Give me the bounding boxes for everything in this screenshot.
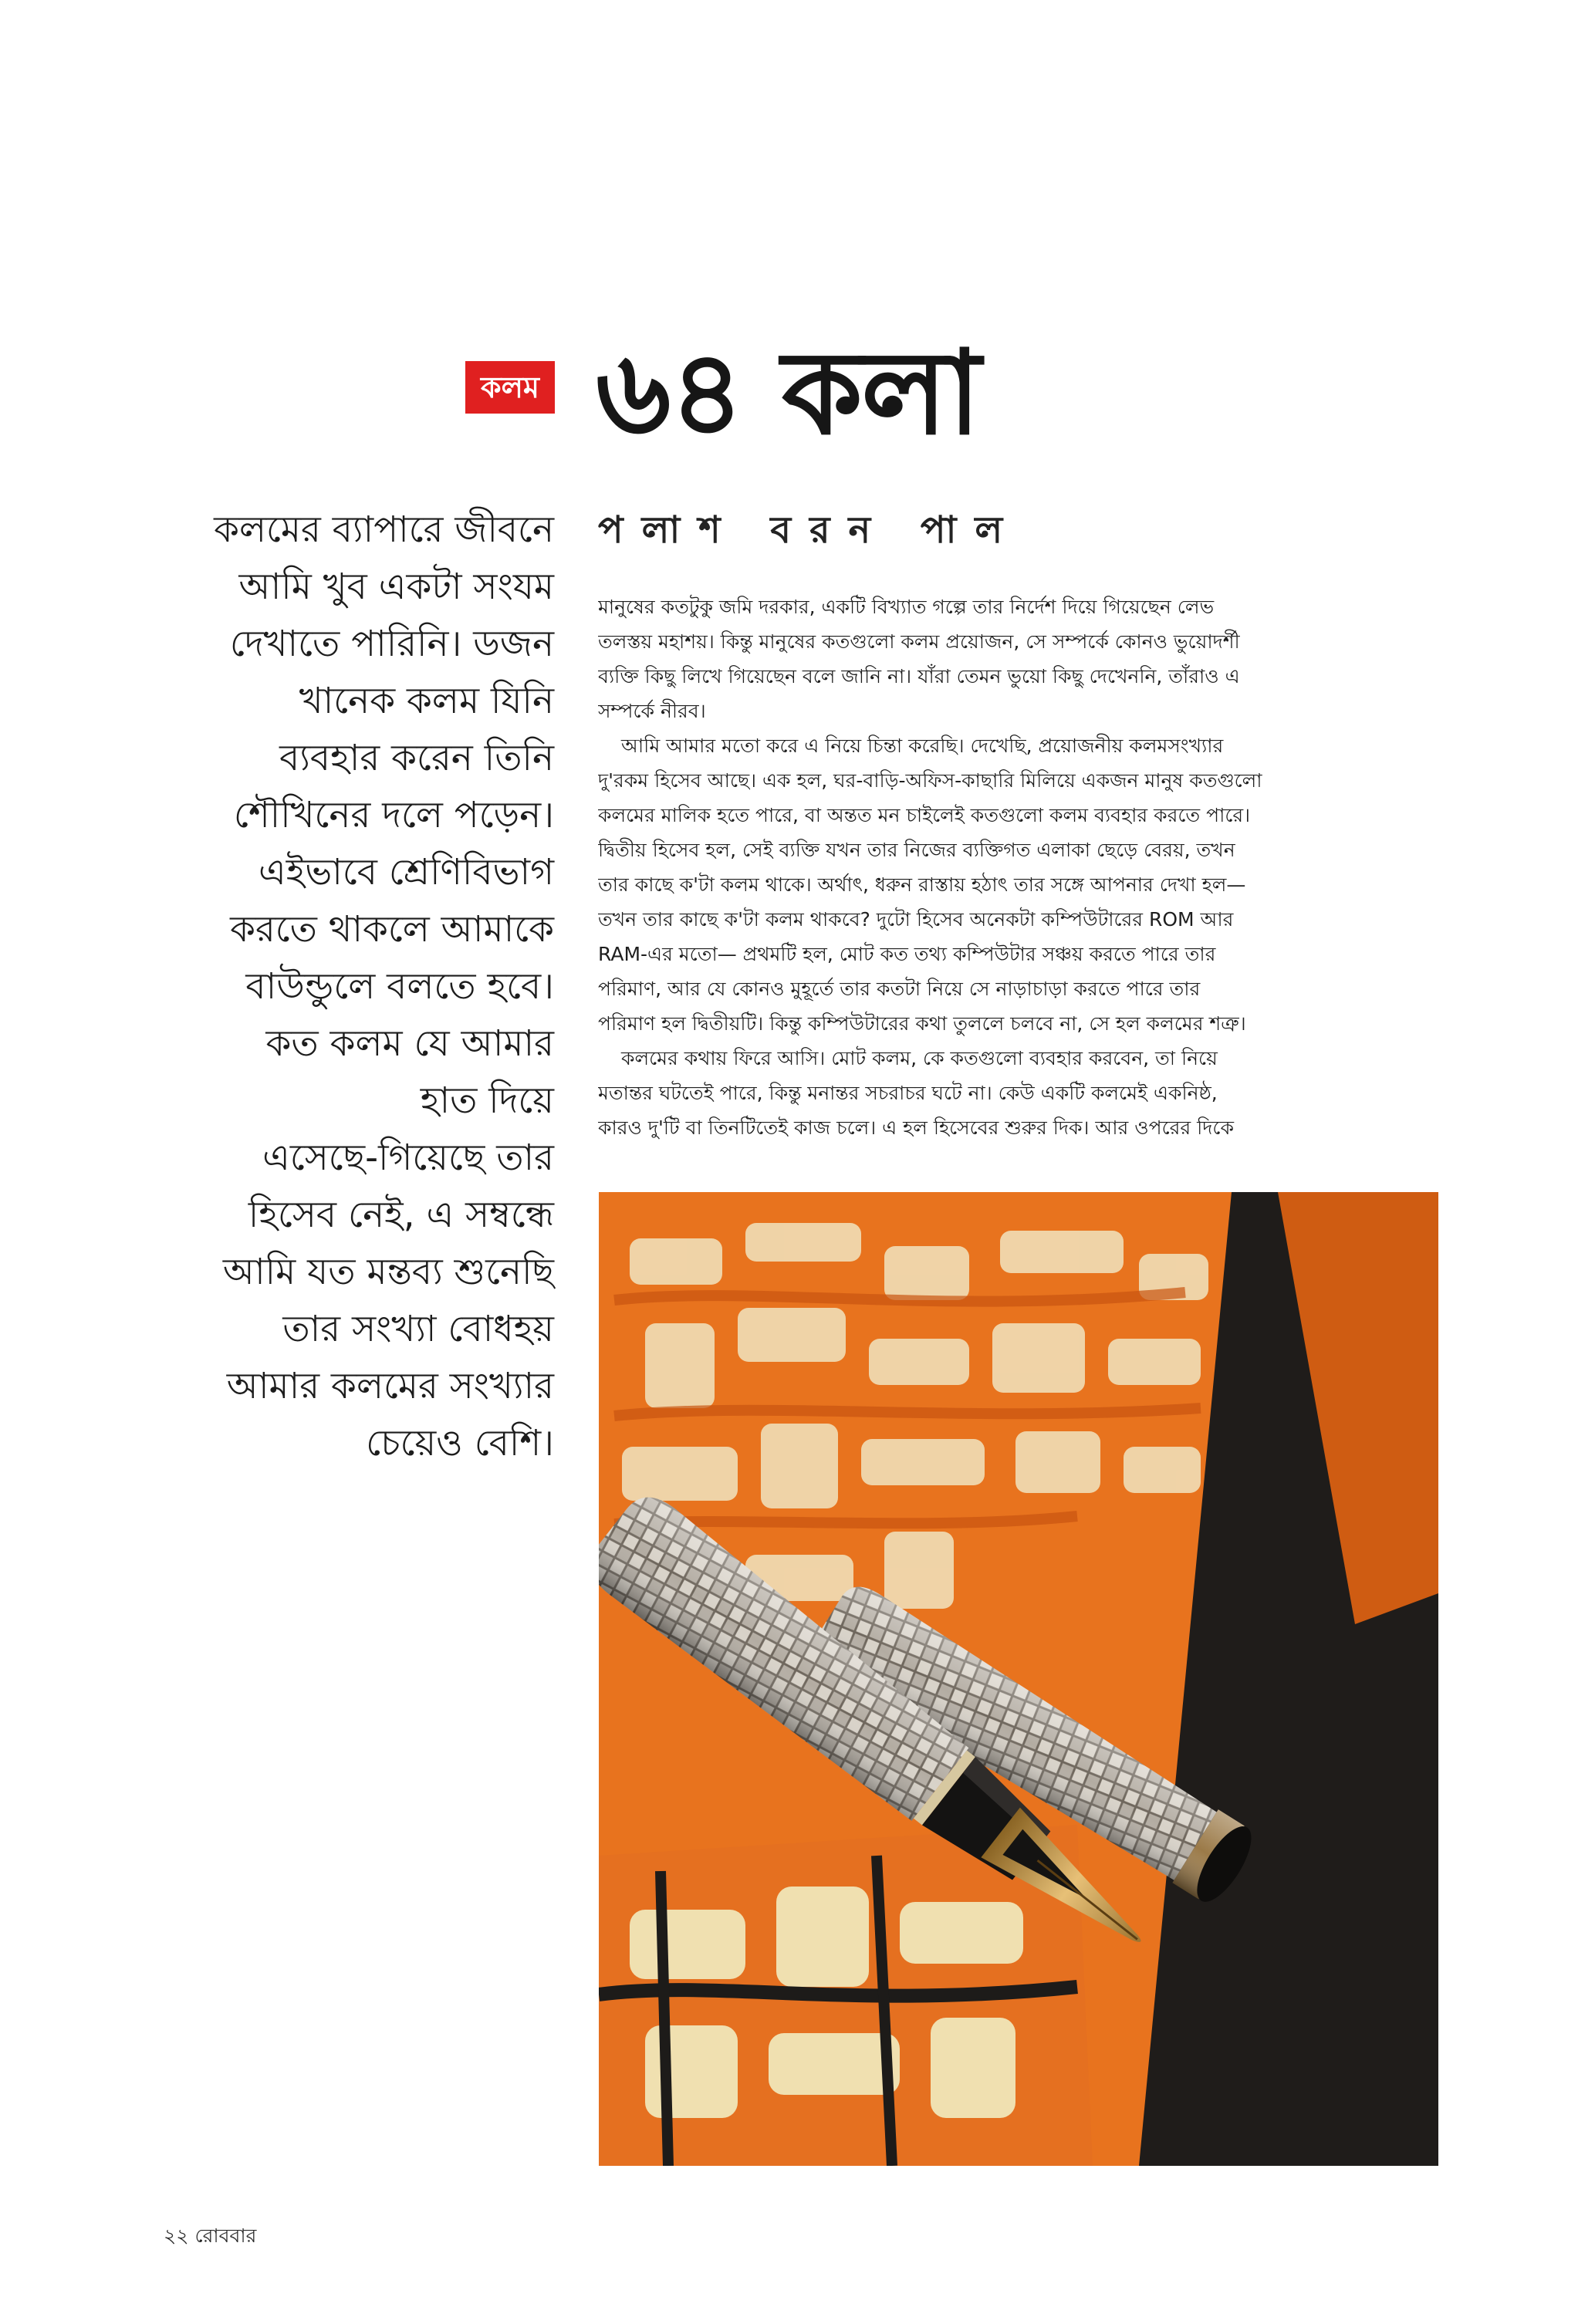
article-line: তখন তার কাছে ক'টা কলম থাকবে? দুটো হিসেব অনেকটা কম্পিউটারের ROM আর [598,908,1234,931]
pull-quote-line: করতে থাকলে আমাকে [230,908,554,951]
pull-quote-line: হিসেব নেই, এ সম্বন্ধে [248,1194,554,1236]
pull-quote-line: চেয়েও বেশি। [366,1422,554,1464]
article-line: মতান্তর ঘটতেই পারে, কিন্তু মনান্তর সচরাচর ঘটে না। কেউ একটি কলমেই একনিষ্ঠ, [598,1082,1218,1104]
page-title: ৬৪ কলা [596,326,980,461]
pull-quote-line: হাত দিয়ে [420,1079,554,1122]
article-line: কলমের কথায় ফিরে আসি। মোট কলম, কে কতগুলো ব্যবহার করবেন, তা নিয়ে [621,1047,1218,1069]
pull-quote-line: আমি যত মন্তব্য শুনেছি [222,1251,554,1293]
article-line: তার কাছে ক'টা কলম থাকে। অর্থাৎ, ধরুন রাস্তায় হঠাৎ তার সঙ্গে আপনার দেখা হল— [598,873,1246,896]
article-line: আমি আমার মতো করে এ নিয়ে চিন্তা করেছি। দেখেছি, প্রয়োজনীয় কলমসংখ্যার [621,735,1224,757]
pull-quote-line: কত কলম যে আমার [265,1022,554,1065]
pull-quote [147,502,554,1472]
article-line: দু'রকম হিসেব আছে। এক হল, ঘর-বাড়ি-অফিস-কাছারি মিলিয়ে একজন মানুষ কতগুলো [598,769,1262,792]
page-folio: ২২ রোববার [164,2224,257,2247]
pull-quote-line: দেখাতে পারিনি। ডজন [229,623,554,665]
article-line: পরিমাণ হল দ্বিতীয়টি। কিন্তু কম্পিউটারের কথা তুললে চলবে না, সে হল কলমের শত্রু। [598,1012,1246,1035]
article-line: কলমের মালিক হতে পারে, বা অন্তত মন চাইলেই কতগুলো কলম ব্যবহার করতে পারে। [598,804,1251,826]
article-body [598,589,1439,1145]
pull-quote-line: খানেক কলম যিনি [299,680,554,722]
article-line: মানুষের কতটুকু জমি দরকার, একটি বিখ্যাত গল্পে তার নির্দেশ দিয়ে গিয়েছেন লেভ [598,596,1215,618]
pull-quote-line: শৌখিনের দলে পড়েন। [233,794,554,836]
article-line: পরিমাণ, আর যে কোনও মুহূর্তে তার কতটা নিয়ে সে নাড়াচাড়া করতে পারে তার [598,978,1201,1000]
fountain-pen-photo [599,1192,1438,2166]
article-line: ব্যক্তি কিছু লিখে গিয়েছেন বলে জানি না। যাঁরা তেমন ভুয়ো কিছু দেখেননি, তাঁরাও এ [598,665,1240,687]
pull-quote-line: আমি খুব একটা সংযম [238,566,554,608]
article-line: দ্বিতীয় হিসেব হল, সেই ব্যক্তি যখন তার নিজের ব্যক্তিগত এলাকা ছেড়ে বেরয়, তখন [598,839,1235,861]
author-byline: পলাশ বরন পাল [598,508,1022,552]
pull-quote-line: ব্যবহার করেন তিনি [279,737,554,779]
section-tag: কলম [465,361,555,414]
article-line: কারও দু'টি বা তিনটিতেই কাজ চলে। এ হল হিসেবের শুরুর দিক। আর ওপরের দিকে [598,1116,1234,1139]
pull-quote-line: কলমের ব্যাপারে জীবনে [214,508,554,551]
fountain-pen-illustration [599,1192,1438,2166]
pull-quote-line: আমার কলমের সংখ্যার [226,1365,554,1407]
pull-quote-line: এসেছে-গিয়েছে তার [262,1137,554,1179]
article-line: RAM-এর মতো— প্রথমটি হল, মোট কত তথ্য কম্পিউটার সঞ্চয় করতে পারে তার [598,943,1216,965]
pull-quote-line: তার সংখ্যা বোধহয় [282,1308,554,1350]
pull-quote-line: বাউন্ডুলে বলতে হবে। [245,965,554,1008]
pull-quote-line: এইভাবে শ্রেণিবিভাগ [259,851,554,893]
article-line: সম্পর্কে নীরব। [598,700,706,722]
article-line: তলস্তয় মহাশয়। কিন্তু মানুষের কতগুলো কলম প্রয়োজন, সে সম্পর্কে কোনও ভুয়োদর্শী [598,630,1240,653]
